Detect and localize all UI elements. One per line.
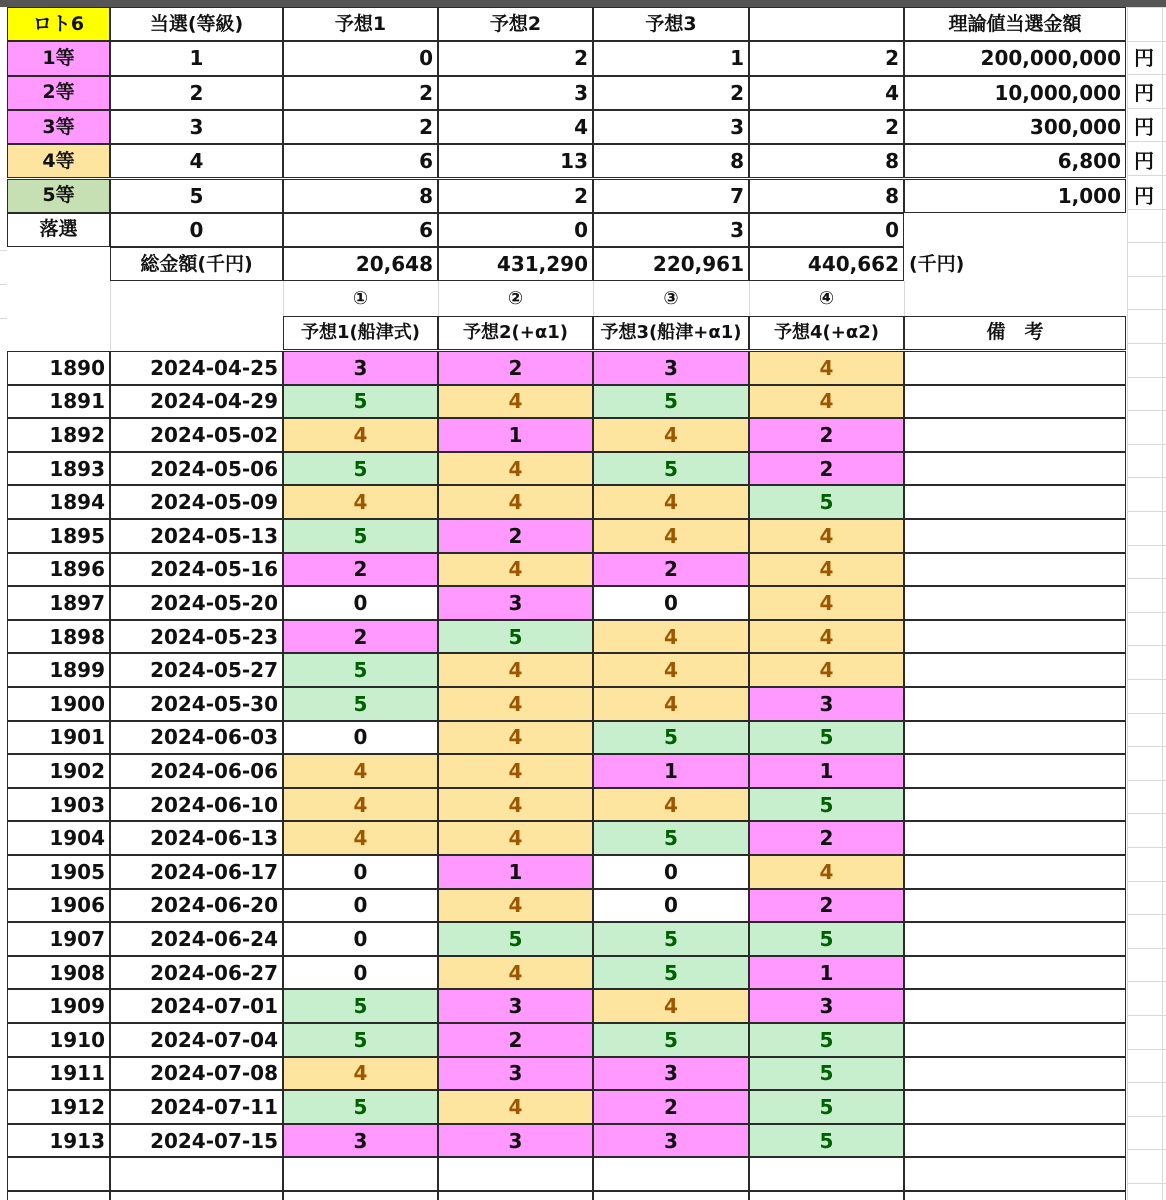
empty-cell[interactable] (749, 1157, 904, 1191)
draw-date: 2024-07-08 (110, 1057, 283, 1091)
hit-count: 0 (749, 213, 904, 247)
result-rank: 5 (593, 956, 749, 990)
grade-value: 3 (110, 110, 283, 144)
result-rank: 5 (749, 1124, 904, 1158)
result-rank: 5 (749, 1023, 904, 1057)
result-rank: 4 (283, 788, 438, 822)
draw-date: 2024-06-06 (110, 754, 283, 788)
gridline (1127, 981, 1166, 982)
remarks-cell[interactable] (904, 721, 1126, 755)
gridline (593, 281, 594, 315)
gridline (1127, 343, 1166, 344)
draw-date: 2024-05-27 (110, 653, 283, 687)
result-rank: 4 (749, 653, 904, 687)
circled-number: ④ (818, 287, 835, 309)
grade-value: 5 (110, 179, 283, 213)
hit-count: 0 (283, 41, 438, 75)
result-rank: 3 (593, 351, 749, 385)
result-rank: 4 (749, 586, 904, 620)
result-rank: 4 (438, 452, 593, 486)
gridline (1127, 847, 1166, 848)
gridline (1127, 679, 1166, 680)
prediction-header: 予想4(+α2) (749, 316, 904, 350)
empty-cell[interactable] (283, 1157, 438, 1191)
result-rank: 3 (593, 1057, 749, 1091)
draw-number: 1898 (7, 620, 110, 654)
remarks-cell[interactable] (904, 754, 1126, 788)
gridline (1127, 276, 1166, 277)
grade-value: 1 (110, 41, 283, 75)
draw-number: 1907 (7, 922, 110, 956)
result-rank: 4 (749, 620, 904, 654)
gridline (1127, 1049, 1166, 1050)
result-rank: 0 (283, 721, 438, 755)
result-rank: 5 (593, 821, 749, 855)
hit-count: 13 (438, 144, 593, 178)
remarks-cell[interactable] (904, 788, 1126, 822)
draw-date: 2024-05-06 (110, 452, 283, 486)
result-rank: 4 (438, 788, 593, 822)
result-rank: 5 (283, 1090, 438, 1124)
grade-value: 4 (110, 144, 283, 178)
draw-date: 2024-07-01 (110, 989, 283, 1023)
draw-number: 1906 (7, 889, 110, 923)
empty-cell[interactable] (110, 1191, 283, 1200)
empty-cell[interactable] (283, 1191, 438, 1200)
yen-unit: 円 (1134, 80, 1154, 105)
result-rank: 4 (593, 485, 749, 519)
yen-unit: 円 (1134, 46, 1154, 71)
result-rank: 4 (438, 956, 593, 990)
result-rank: 0 (283, 855, 438, 889)
result-rank: 3 (749, 989, 904, 1023)
result-rank: 5 (749, 922, 904, 956)
hit-count: 2 (749, 110, 904, 144)
draw-date: 2024-05-30 (110, 687, 283, 721)
rank-label: 3等 (7, 110, 110, 144)
draw-date: 2024-07-11 (110, 1090, 283, 1124)
hit-count: 4 (438, 110, 593, 144)
result-rank: 0 (593, 889, 749, 923)
remarks-cell[interactable] (904, 385, 1126, 419)
remarks-cell[interactable] (904, 821, 1126, 855)
result-rank: 5 (749, 721, 904, 755)
draw-date: 2024-05-02 (110, 418, 283, 452)
result-rank: 5 (593, 721, 749, 755)
hit-count: 8 (749, 144, 904, 178)
result-rank: 3 (749, 687, 904, 721)
summary-header: 予想2 (438, 7, 593, 41)
result-rank: 4 (593, 788, 749, 822)
result-rank: 3 (283, 351, 438, 385)
gridline (0, 318, 7, 319)
result-rank: 4 (593, 687, 749, 721)
gridline (1127, 881, 1166, 882)
draw-number: 1891 (7, 385, 110, 419)
gridline (1127, 780, 1166, 781)
summary-header: 理論値当選金額 (904, 7, 1126, 41)
empty-cell[interactable] (749, 1191, 904, 1200)
yen-unit: 円 (1134, 149, 1154, 174)
result-rank: 3 (438, 1057, 593, 1091)
draw-number: 1908 (7, 956, 110, 990)
result-rank: 2 (749, 821, 904, 855)
result-rank: 5 (593, 385, 749, 419)
result-rank: 3 (438, 989, 593, 1023)
result-rank: 1 (749, 956, 904, 990)
result-rank: 5 (749, 485, 904, 519)
result-rank: 2 (593, 553, 749, 587)
result-rank: 5 (283, 653, 438, 687)
rank-label: 5等 (7, 179, 110, 213)
draw-date: 2024-04-29 (110, 385, 283, 419)
gridline (1127, 377, 1166, 378)
prize-amount: 6,800 (904, 144, 1126, 178)
total-amount: 431,290 (438, 247, 593, 281)
result-rank: 4 (438, 385, 593, 419)
result-rank: 4 (438, 821, 593, 855)
result-rank: 4 (749, 855, 904, 889)
summary-header: 当選(等級) (110, 7, 283, 41)
draw-date: 2024-04-25 (110, 351, 283, 385)
circled-number: ② (507, 287, 524, 309)
draw-date: 2024-06-17 (110, 855, 283, 889)
empty-cell[interactable] (110, 1157, 283, 1191)
gridline (904, 281, 905, 315)
summary-header: 予想3 (593, 7, 749, 41)
draw-number: 1911 (7, 1057, 110, 1091)
hit-count: 0 (438, 213, 593, 247)
result-rank: 2 (283, 620, 438, 654)
hit-count: 2 (438, 179, 593, 213)
gridline (110, 281, 111, 315)
gridline (1127, 746, 1166, 747)
result-rank: 4 (438, 687, 593, 721)
remarks-cell[interactable] (904, 1023, 1126, 1057)
empty-cell[interactable] (904, 1191, 1126, 1200)
result-rank: 4 (438, 1090, 593, 1124)
hit-count: 4 (749, 76, 904, 110)
total-unit: (千円) (909, 252, 965, 275)
draw-number: 1905 (7, 855, 110, 889)
draw-date: 2024-05-09 (110, 485, 283, 519)
hit-count: 8 (749, 179, 904, 213)
draw-date: 2024-07-15 (110, 1124, 283, 1158)
result-rank: 4 (283, 485, 438, 519)
hit-count: 2 (283, 76, 438, 110)
corner-label: ロト6 (7, 7, 110, 41)
hit-count: 3 (593, 110, 749, 144)
empty-cell[interactable] (593, 1191, 749, 1200)
result-rank: 4 (283, 754, 438, 788)
remarks-cell[interactable] (904, 989, 1126, 1023)
result-rank: 2 (438, 1023, 593, 1057)
draw-number: 1893 (7, 452, 110, 486)
remarks-cell[interactable] (904, 452, 1126, 486)
result-rank: 1 (749, 754, 904, 788)
hit-count: 3 (593, 213, 749, 247)
gridline (1127, 1015, 1166, 1016)
result-rank: 5 (283, 452, 438, 486)
result-rank: 5 (283, 1023, 438, 1057)
gridline (1127, 0, 1128, 1200)
draw-date: 2024-06-27 (110, 956, 283, 990)
result-rank: 5 (593, 1023, 749, 1057)
draw-number: 1901 (7, 721, 110, 755)
result-rank: 2 (438, 519, 593, 553)
empty-cell[interactable] (438, 1191, 593, 1200)
draw-number: 1909 (7, 989, 110, 1023)
gridline (110, 316, 111, 350)
hit-count: 6 (283, 213, 438, 247)
hit-count: 1 (593, 41, 749, 75)
rank-label: 4等 (7, 144, 110, 178)
result-rank: 2 (749, 889, 904, 923)
gridline (1127, 477, 1166, 478)
gridline (1127, 242, 1166, 243)
empty-cell[interactable] (7, 1191, 110, 1200)
draw-number: 1894 (7, 485, 110, 519)
rank-label: 落選 (7, 213, 110, 247)
prize-amount: 1,000 (904, 179, 1126, 213)
hit-count: 8 (593, 144, 749, 178)
result-rank: 1 (438, 855, 593, 889)
circled-number: ① (352, 287, 369, 309)
result-rank: 2 (749, 418, 904, 452)
draw-date: 2024-06-10 (110, 788, 283, 822)
draw-date: 2024-06-24 (110, 922, 283, 956)
gridline (1127, 948, 1166, 949)
remarks-cell[interactable] (904, 1090, 1126, 1124)
draw-number: 1903 (7, 788, 110, 822)
result-rank: 4 (438, 721, 593, 755)
result-rank: 3 (438, 1124, 593, 1158)
remarks-cell[interactable] (904, 351, 1126, 385)
result-rank: 4 (593, 989, 749, 1023)
remarks-cell[interactable] (904, 620, 1126, 654)
hit-count: 7 (593, 179, 749, 213)
result-rank: 0 (283, 956, 438, 990)
result-rank: 0 (593, 855, 749, 889)
draw-number: 1899 (7, 653, 110, 687)
rank-label: 1等 (7, 41, 110, 75)
draw-date: 2024-05-23 (110, 620, 283, 654)
result-rank: 5 (283, 519, 438, 553)
hit-count: 2 (283, 110, 438, 144)
hit-count: 2 (438, 41, 593, 75)
empty-cell[interactable] (593, 1157, 749, 1191)
result-rank: 5 (593, 452, 749, 486)
draw-date: 2024-06-20 (110, 889, 283, 923)
result-rank: 5 (749, 1057, 904, 1091)
grade-value: 0 (110, 213, 283, 247)
window-top-bar (0, 0, 1166, 7)
gridline (1127, 545, 1166, 546)
draw-date: 2024-06-13 (110, 821, 283, 855)
result-rank: 0 (283, 922, 438, 956)
result-rank: 2 (283, 553, 438, 587)
draw-number: 1904 (7, 821, 110, 855)
yen-unit: 円 (1134, 183, 1154, 208)
draw-date: 2024-05-20 (110, 586, 283, 620)
remarks-cell[interactable] (904, 889, 1126, 923)
result-rank: 5 (749, 1090, 904, 1124)
remarks-cell[interactable] (904, 687, 1126, 721)
gridline (438, 281, 439, 315)
draw-number: 1897 (7, 586, 110, 620)
hit-count: 6 (283, 144, 438, 178)
result-rank: 4 (593, 418, 749, 452)
gridline (1127, 813, 1166, 814)
hit-count: 2 (593, 76, 749, 110)
gridline (1127, 1116, 1166, 1117)
remarks-cell[interactable] (904, 553, 1126, 587)
result-rank: 4 (438, 553, 593, 587)
result-rank: 5 (438, 620, 593, 654)
hit-count: 3 (438, 76, 593, 110)
gridline (1127, 511, 1166, 512)
result-rank: 3 (593, 1124, 749, 1158)
result-rank: 5 (749, 788, 904, 822)
gridline (1127, 914, 1166, 915)
result-rank: 4 (749, 351, 904, 385)
result-rank: 2 (593, 1090, 749, 1124)
result-rank: 1 (438, 418, 593, 452)
draw-date: 2024-06-03 (110, 721, 283, 755)
prediction-header: 予想3(船津+α1) (593, 316, 749, 350)
draw-number: 1910 (7, 1023, 110, 1057)
prize-amount: 200,000,000 (904, 41, 1126, 75)
result-rank: 1 (593, 754, 749, 788)
remarks-cell[interactable] (904, 956, 1126, 990)
draw-number: 1895 (7, 519, 110, 553)
grade-value: 2 (110, 76, 283, 110)
remarks-cell[interactable] (904, 1124, 1126, 1158)
draw-number: 1890 (7, 351, 110, 385)
empty-cell[interactable] (438, 1157, 593, 1191)
draw-number: 1902 (7, 754, 110, 788)
total-amount: 440,662 (749, 247, 904, 281)
remarks-cell[interactable] (904, 485, 1126, 519)
result-rank: 4 (438, 485, 593, 519)
remarks-cell[interactable] (904, 855, 1126, 889)
prediction-header: 予想2(+α1) (438, 316, 593, 350)
result-rank: 5 (283, 687, 438, 721)
summary-header (749, 7, 904, 41)
summary-header: 予想1 (283, 7, 438, 41)
gridline (0, 250, 7, 251)
remarks-header: 備 考 (904, 316, 1126, 350)
gridline (749, 281, 750, 315)
gridline (1162, 0, 1163, 1200)
result-rank: 3 (438, 586, 593, 620)
draw-number: 1913 (7, 1124, 110, 1158)
draw-number: 1900 (7, 687, 110, 721)
result-rank: 4 (283, 1057, 438, 1091)
draw-date: 2024-05-16 (110, 553, 283, 587)
result-rank: 4 (438, 754, 593, 788)
result-rank: 4 (283, 821, 438, 855)
empty-cell[interactable] (904, 1157, 1126, 1191)
result-rank: 4 (593, 653, 749, 687)
draw-number: 1892 (7, 418, 110, 452)
draw-date: 2024-05-13 (110, 519, 283, 553)
gridline (1127, 578, 1166, 579)
remarks-cell[interactable] (904, 519, 1126, 553)
remarks-cell[interactable] (904, 922, 1126, 956)
rank-label: 2等 (7, 76, 110, 110)
gridline (1127, 309, 1166, 310)
remarks-cell[interactable] (904, 1057, 1126, 1091)
result-rank: 4 (749, 519, 904, 553)
gridline (1127, 645, 1166, 646)
result-rank: 4 (438, 653, 593, 687)
result-rank: 0 (283, 586, 438, 620)
gridline (1127, 7, 1166, 8)
yen-unit: 円 (1134, 115, 1154, 140)
prize-amount: 300,000 (904, 110, 1126, 144)
gridline (1127, 410, 1166, 411)
result-rank: 4 (283, 418, 438, 452)
total-label: 総金額(千円) (110, 247, 283, 281)
gridline (283, 281, 284, 315)
result-rank: 4 (438, 889, 593, 923)
remarks-cell[interactable] (904, 586, 1126, 620)
result-rank: 5 (438, 922, 593, 956)
gridline (1127, 444, 1166, 445)
gridline (1127, 713, 1166, 714)
draw-number: 1896 (7, 553, 110, 587)
gridline (1127, 1149, 1166, 1150)
remarks-cell[interactable] (904, 653, 1126, 687)
gridline (1127, 1183, 1166, 1184)
prediction-header: 予想1(船津式) (283, 316, 438, 350)
empty-cell[interactable] (7, 1157, 110, 1191)
prize-amount: 10,000,000 (904, 76, 1126, 110)
result-rank: 2 (438, 351, 593, 385)
result-rank: 0 (593, 586, 749, 620)
result-rank: 4 (593, 519, 749, 553)
draw-date: 2024-07-04 (110, 1023, 283, 1057)
hit-count: 8 (283, 179, 438, 213)
draw-number: 1912 (7, 1090, 110, 1124)
result-rank: 5 (283, 989, 438, 1023)
result-rank: 5 (283, 385, 438, 419)
gridline (0, 284, 7, 285)
hit-count: 2 (749, 41, 904, 75)
circled-number: ③ (663, 287, 679, 309)
result-rank: 0 (283, 889, 438, 923)
total-amount: 20,648 (283, 247, 438, 281)
remarks-cell[interactable] (904, 418, 1126, 452)
gridline (1127, 1082, 1166, 1083)
result-rank: 4 (749, 385, 904, 419)
result-rank: 3 (283, 1124, 438, 1158)
result-rank: 4 (593, 620, 749, 654)
result-rank: 5 (593, 922, 749, 956)
result-rank: 2 (749, 452, 904, 486)
total-amount: 220,961 (593, 247, 749, 281)
result-rank: 4 (749, 553, 904, 587)
gridline (1127, 612, 1166, 613)
